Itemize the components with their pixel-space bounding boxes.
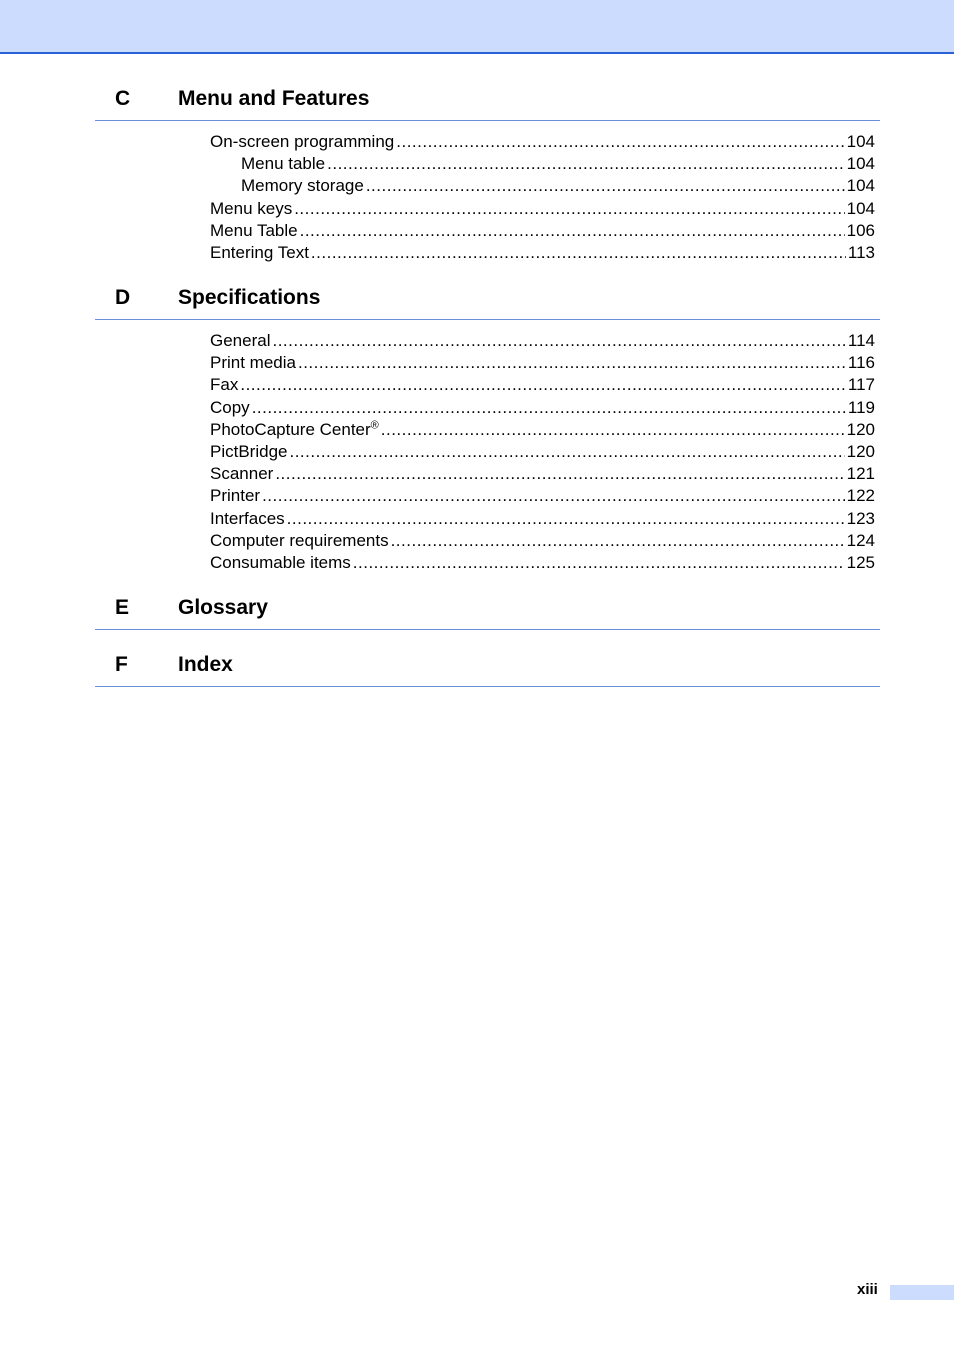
header-band bbox=[0, 0, 954, 54]
entry-page: 121 bbox=[846, 464, 875, 484]
toc-section-f bbox=[95, 650, 880, 687]
toc-entry[interactable] bbox=[210, 131, 875, 153]
section-letter: D bbox=[115, 286, 131, 309]
section-title[interactable]: Menu and Features bbox=[178, 87, 370, 110]
toc-entries bbox=[95, 131, 880, 264]
entry-label-text: PhotoCapture Center bbox=[210, 419, 371, 439]
entry-page: 120 bbox=[846, 441, 875, 461]
entry-label: On-screen programming bbox=[210, 132, 395, 151]
entry-label: Menu table bbox=[241, 154, 326, 174]
entry-page: 104 bbox=[846, 132, 875, 151]
toc-entry[interactable] bbox=[210, 352, 875, 374]
toc-entry[interactable] bbox=[210, 419, 875, 441]
dot-leader bbox=[275, 463, 844, 485]
toc-entry[interactable] bbox=[210, 530, 875, 552]
entry-page: 104 bbox=[846, 198, 875, 218]
entry-page: 117 bbox=[847, 375, 875, 395]
section-header bbox=[95, 84, 880, 121]
toc-entry[interactable] bbox=[210, 242, 875, 264]
entry-label: Computer requirements bbox=[210, 530, 389, 550]
entry-page: 124 bbox=[846, 530, 875, 550]
page-number: xiii bbox=[857, 1281, 878, 1298]
section-header bbox=[95, 593, 880, 630]
dot-leader bbox=[262, 485, 845, 507]
toc-entry[interactable] bbox=[210, 220, 875, 242]
dot-leader bbox=[300, 220, 845, 242]
entry-page: 104 bbox=[846, 176, 875, 196]
entry-label: Fax bbox=[210, 375, 239, 395]
toc-entry[interactable] bbox=[210, 441, 875, 463]
entry-label: PictBridge bbox=[210, 441, 288, 461]
entry-label: Printer bbox=[210, 486, 261, 506]
section-header bbox=[95, 650, 880, 687]
entry-page: 104 bbox=[846, 154, 875, 174]
entry-label: Interfaces bbox=[210, 508, 285, 528]
dot-leader bbox=[353, 552, 845, 574]
dot-leader bbox=[391, 530, 845, 552]
entry-label: Menu keys bbox=[210, 198, 293, 218]
toc-entries bbox=[95, 330, 880, 574]
entry-page: 120 bbox=[846, 419, 875, 439]
toc-entry[interactable] bbox=[210, 485, 875, 507]
entry-label bbox=[210, 419, 379, 441]
toc-entry[interactable] bbox=[241, 175, 875, 197]
dot-leader bbox=[252, 397, 846, 419]
entry-page: 106 bbox=[846, 220, 875, 240]
dot-leader bbox=[294, 198, 844, 220]
section-letter: E bbox=[115, 596, 130, 619]
entry-page: 116 bbox=[847, 353, 875, 373]
dot-leader bbox=[327, 153, 845, 175]
footer-tab bbox=[890, 1285, 954, 1300]
section-letter: F bbox=[115, 653, 128, 676]
dot-leader bbox=[298, 352, 846, 374]
toc-section-e bbox=[95, 593, 880, 630]
dot-leader bbox=[366, 175, 845, 197]
toc-section-d bbox=[95, 283, 880, 574]
entry-page: 122 bbox=[846, 486, 875, 506]
toc-entry[interactable] bbox=[210, 463, 875, 485]
section-header bbox=[95, 283, 880, 320]
toc-entry[interactable] bbox=[210, 397, 875, 419]
toc-entry[interactable] bbox=[210, 508, 875, 530]
entry-page: 113 bbox=[847, 242, 875, 262]
entry-page: 125 bbox=[846, 552, 875, 572]
section-title[interactable]: Specifications bbox=[178, 286, 321, 309]
entry-page: 119 bbox=[847, 397, 875, 417]
toc-entry[interactable] bbox=[210, 374, 875, 396]
toc-entry[interactable] bbox=[210, 552, 875, 574]
entry-label: Memory storage bbox=[241, 176, 364, 196]
entry-label: Copy bbox=[210, 397, 250, 417]
entry-page: 114 bbox=[847, 331, 875, 350]
section-title[interactable]: Glossary bbox=[178, 596, 268, 619]
entry-label: Menu Table bbox=[210, 220, 298, 240]
dot-leader bbox=[381, 419, 845, 441]
section-letter: C bbox=[115, 87, 131, 110]
dot-leader bbox=[287, 508, 845, 530]
entry-label: Scanner bbox=[210, 464, 274, 484]
toc-section-c bbox=[95, 84, 880, 264]
dot-leader bbox=[289, 441, 844, 463]
entry-label: Consumable items bbox=[210, 552, 351, 572]
toc-entry[interactable] bbox=[210, 330, 875, 352]
dot-leader bbox=[311, 242, 846, 264]
entry-label: Print media bbox=[210, 353, 296, 373]
dot-leader bbox=[240, 374, 846, 396]
entry-page: 123 bbox=[846, 508, 875, 528]
dot-leader bbox=[272, 330, 845, 352]
entry-label: Entering Text bbox=[210, 242, 309, 262]
entry-label: General bbox=[210, 331, 271, 350]
registered-mark: ® bbox=[370, 419, 379, 432]
dot-leader bbox=[396, 131, 844, 153]
section-title[interactable]: Index bbox=[178, 653, 233, 676]
toc-entry[interactable] bbox=[210, 198, 875, 220]
toc-entry[interactable] bbox=[241, 153, 875, 175]
